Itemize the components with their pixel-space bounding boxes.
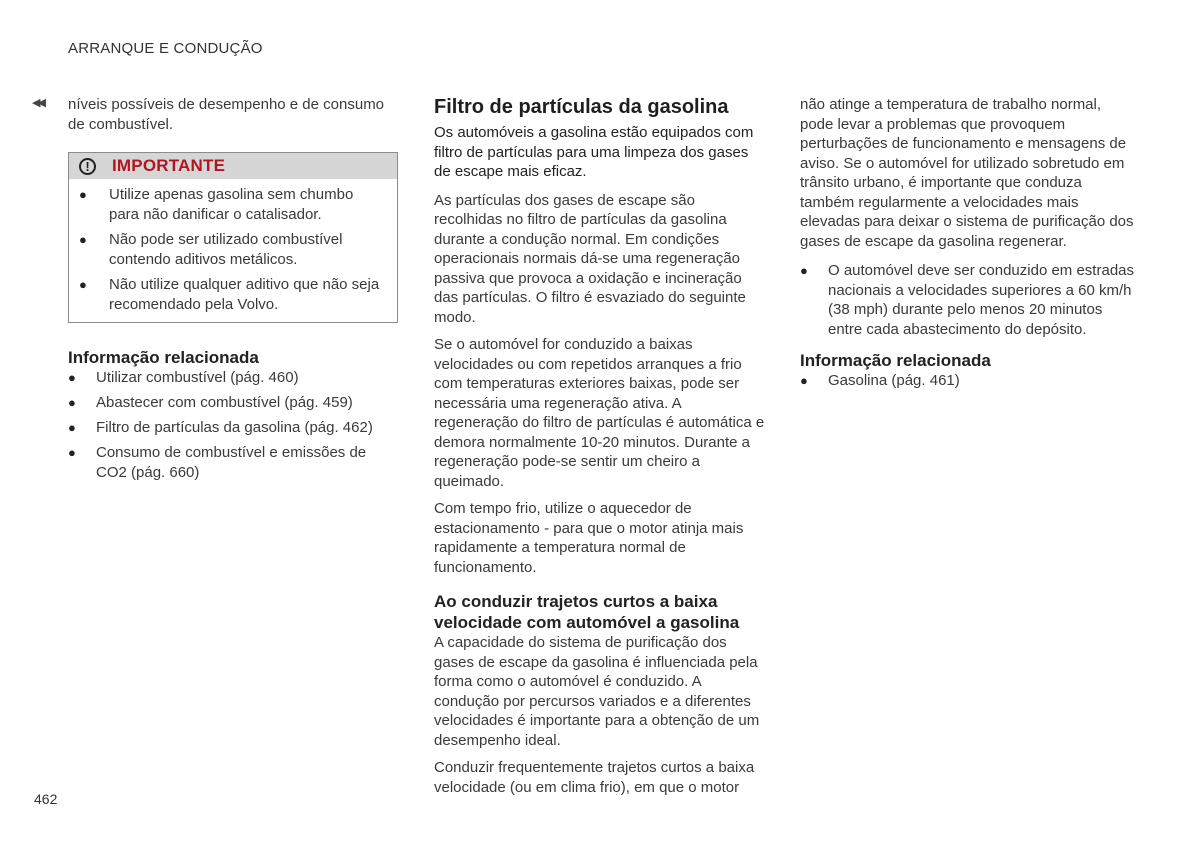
body-paragraph: Conduzir frequentemente trajetos curtos a baixa velocidade (ou em clima frio), em que o motor xyxy=(434,759,755,796)
bullet-icon: ● xyxy=(68,445,76,460)
important-item: ● Não pode ser utilizado combustível contendo aditivos metálicos. xyxy=(79,231,343,268)
bullet-icon: ● xyxy=(68,420,76,435)
continued-text-block xyxy=(32,95,398,134)
body-paragraph: A capacidade do sistema de purificação dos gases de escape da gasolina é influenciada pela forma como o automóvel é conduzido. A condução por percursos variados e a diferentes velocidades é importante para a obtenção de um desempenho ideal. xyxy=(434,634,760,749)
body-paragraph: Com tempo frio, utilize o aquecedor de estacionamento - para que o motor atinja mais rapidamente a temperatura normal de funcionamento. xyxy=(434,500,744,576)
exclamation-circle-icon: ! xyxy=(79,158,96,175)
related-info-title: Informação relacionada xyxy=(800,351,991,370)
list-item: ● O automóvel deve ser conduzido em estradas nacionais a velocidades superiores a 60 km/h (38 mph) durante pelo menos 20 minutos entre cada abastecimento do depósito. xyxy=(800,262,1134,338)
related-info-title: Informação relacionada xyxy=(68,348,259,367)
continued-paragraph: níveis possíveis de desempenho e de consumo de combustível. xyxy=(68,96,385,133)
bullet-icon: ● xyxy=(68,395,76,410)
bullet-icon: ● xyxy=(79,187,87,202)
important-item: ● Utilize apenas gasolina sem chumbo para não danificar o catalisador. xyxy=(79,186,354,223)
continued-paragraph: não atinge a temperatura de trabalho normal, pode levar a problemas que provoquem perturbações de funcionamento e mensagens de aviso. Se o automóvel for utilizado sobretudo em trânsito urbano, é importante que conduza também regularmente a velocidades mais elevadas para deixar o sistema de purificação dos gases de escape da gasolina regenerar. xyxy=(800,96,1134,250)
important-header xyxy=(69,153,397,179)
related-link[interactable]: ● Utilizar combustível (pág. 460) xyxy=(68,369,299,386)
column-left xyxy=(32,95,398,488)
body-paragraph: As partículas dos gases de escape são recolhidas no filtro de partículas da gasolina durante a condução normal. Em condições operacionais normais dá-se uma regeneração passiva que provoca a oxidação e incineração das partículas. O filtro é esvaziado do seguinte modo. xyxy=(434,191,746,326)
running-header: ARRANQUE E CONDUÇÃO xyxy=(68,40,263,57)
important-notice xyxy=(68,152,398,323)
related-link[interactable]: ● Consumo de combustível e emissões de CO2 (pág. 660) xyxy=(68,444,367,481)
important-body xyxy=(69,179,397,322)
page-number: 462 xyxy=(34,791,58,807)
bullet-icon: ● xyxy=(800,263,808,278)
body-paragraph: Se o automóvel for conduzido a baixas velocidades ou com repetidos arranques a frio com temperaturas exteriores baixas, pode ser necessária uma regeneração ativa. A regeneração do filtro de partículas é automática e demora normalmente 10-20 minutos. Durante a regeneração pode-se sentir um cheiro a queimado. xyxy=(434,336,765,490)
related-info-left xyxy=(68,348,398,482)
subsection-title: Ao conduzir trajetos curtos a baixa velocidade com automóvel a gasolina xyxy=(434,592,740,632)
bullet-icon: ● xyxy=(68,370,76,385)
bullet-icon: ● xyxy=(79,277,87,292)
section-title: Filtro de partículas da gasolina xyxy=(434,96,729,118)
bullet-icon: ● xyxy=(79,232,87,247)
double-left-arrow-icon: ◀◀ xyxy=(32,97,43,109)
bullet-icon: ● xyxy=(800,373,808,388)
column-middle xyxy=(434,95,766,805)
related-link[interactable]: ● Gasolina (pág. 461) xyxy=(800,372,960,389)
important-title: IMPORTANTE xyxy=(112,156,226,175)
column-right xyxy=(800,95,1134,396)
related-link[interactable]: ● Filtro de partículas da gasolina (pág. 462) xyxy=(68,419,373,436)
related-link[interactable]: ● Abastecer com combustível (pág. 459) xyxy=(68,394,353,411)
related-info-right xyxy=(800,351,1134,391)
important-item: ● Não utilize qualquer aditivo que não seja recomendado pela Volvo. xyxy=(79,276,380,313)
lead-paragraph: Os automóveis a gasolina estão equipados com filtro de partículas para uma limpeza dos gases de escape mais eficaz. xyxy=(434,124,754,180)
